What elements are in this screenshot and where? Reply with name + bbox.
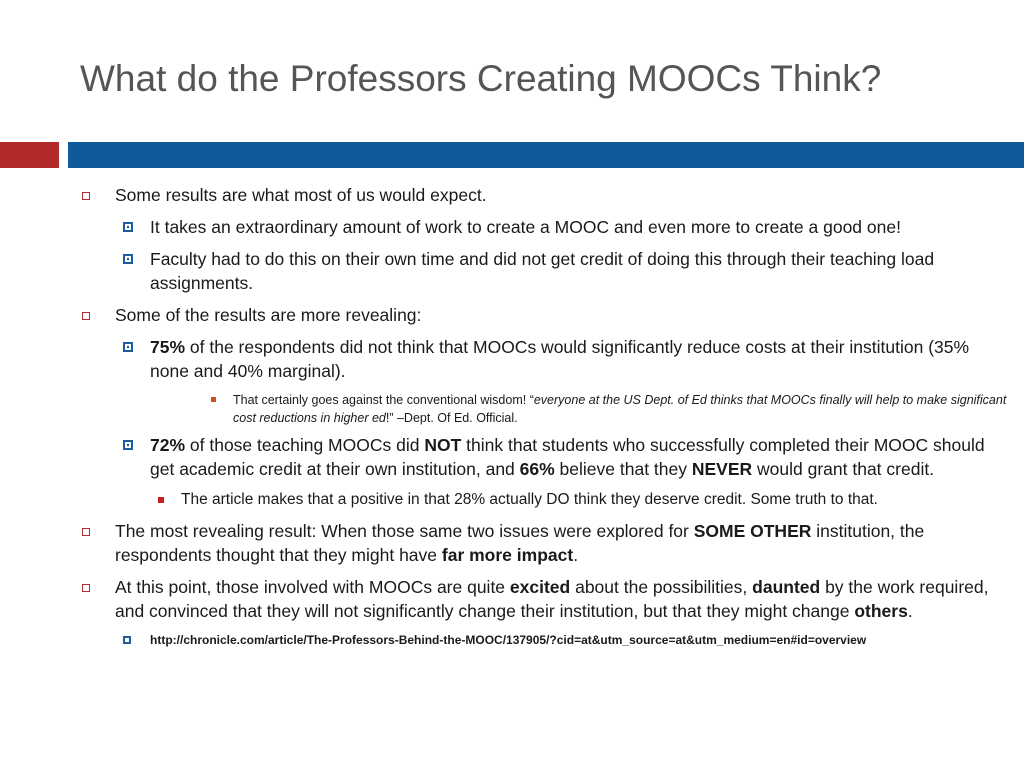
bullet-academic-credit [150, 433, 1008, 481]
stat-66-percent: 66% [519, 459, 555, 479]
bullet-conventional-wisdom [233, 391, 1008, 427]
bullet-text: about the possibilities, [570, 577, 753, 597]
bullet-text: institution, the respondents thought that they might have [115, 521, 925, 565]
slide-title: What do the Professors Creating MOOCs Think? [80, 58, 882, 99]
bullet-at-this-point [115, 575, 995, 623]
blue-square-bullet-icon [123, 636, 131, 644]
quote-attribution: !” –Dept. Of Ed. Official. [385, 411, 518, 425]
bullet-text: . [907, 601, 913, 621]
bullet-text: At this point, those involved with MOOCs are quite [115, 577, 510, 597]
bullet-reduce-costs [150, 335, 1008, 383]
source-url[interactable]: http://chronicle.com/article/The-Professors-Behind-the-MOOC/137905/?cid=at&utm_source=at&utm_medium=en#id=overview [150, 633, 867, 647]
bullet-revealing-results [115, 303, 995, 327]
hollow-square-bullet-icon [82, 192, 90, 200]
bullet-text: The article makes that a positive in that 28% actually DO think they deserve credit. Some truth to that. [181, 491, 878, 508]
bullet-text: It takes an extraordinary amount of work to create a MOOC and even more to create a good one! [150, 217, 901, 237]
bullet-text: would grant that credit. [752, 459, 935, 479]
hollow-square-bullet-icon [82, 528, 90, 536]
bullet-text: Some results are what most of us would expect. [115, 185, 487, 205]
bullet-text: The most revealing result: When those same two issues were explored for [115, 521, 694, 541]
title-accent-bar-blue [68, 142, 1024, 168]
bullet-text: believe that they [554, 459, 692, 479]
emphasis-far-more-impact: far more impact [441, 545, 574, 565]
red-square-bullet-icon [158, 497, 164, 503]
bullet-faculty-own-time [150, 247, 1008, 295]
bullet-text: . [573, 545, 579, 565]
bullet-text: by the work required, and convinced that they will not significantly change their institution, but that they might change [115, 577, 989, 621]
emphasis-excited: excited [509, 577, 571, 597]
bullet-text: think that students who successfully completed their MOOC should get academic credit at their own institution, and [150, 435, 985, 479]
slide-body [0, 183, 1024, 649]
emphasis-others: others [854, 601, 908, 621]
bullet-expected-results [115, 183, 995, 207]
blue-square-bullet-icon [123, 342, 133, 352]
emphasis-some-other: SOME OTHER [693, 521, 812, 541]
stat-75-percent: 75% [150, 337, 186, 357]
official-quote: everyone at the US Dept. of Ed thinks that MOOCs finally will help to make significant cost reductions in higher ed [233, 393, 1007, 425]
source-link-item [150, 631, 1010, 649]
hollow-square-bullet-icon [82, 312, 90, 320]
bullet-text: Faculty had to do this on their own time and did not get credit of doing this through their teaching load assignments. [150, 249, 935, 293]
bullet-text: That certainly goes against the conventional wisdom! “ [233, 393, 534, 407]
emphasis-daunted: daunted [752, 577, 821, 597]
orange-square-bullet-icon [211, 397, 216, 402]
blue-square-bullet-icon [123, 440, 133, 450]
blue-square-bullet-icon [123, 254, 133, 264]
bullet-text: Some of the results are more revealing: [115, 305, 422, 325]
emphasis-not: NOT [424, 435, 462, 455]
bullet-most-revealing [115, 519, 995, 567]
emphasis-never: NEVER [691, 459, 753, 479]
blue-square-bullet-icon [123, 222, 133, 232]
bullet-text: of the respondents did not think that MOOCs would significantly reduce costs at their institution (35% none and 40% marginal). [150, 337, 970, 381]
bullet-text: of those teaching MOOCs did [185, 435, 425, 455]
stat-72-percent: 72% [150, 435, 186, 455]
title-accent-bar-red [0, 142, 59, 168]
bullet-article-positive [181, 489, 991, 511]
hollow-square-bullet-icon [82, 584, 90, 592]
bullet-extraordinary-work [150, 215, 1008, 239]
